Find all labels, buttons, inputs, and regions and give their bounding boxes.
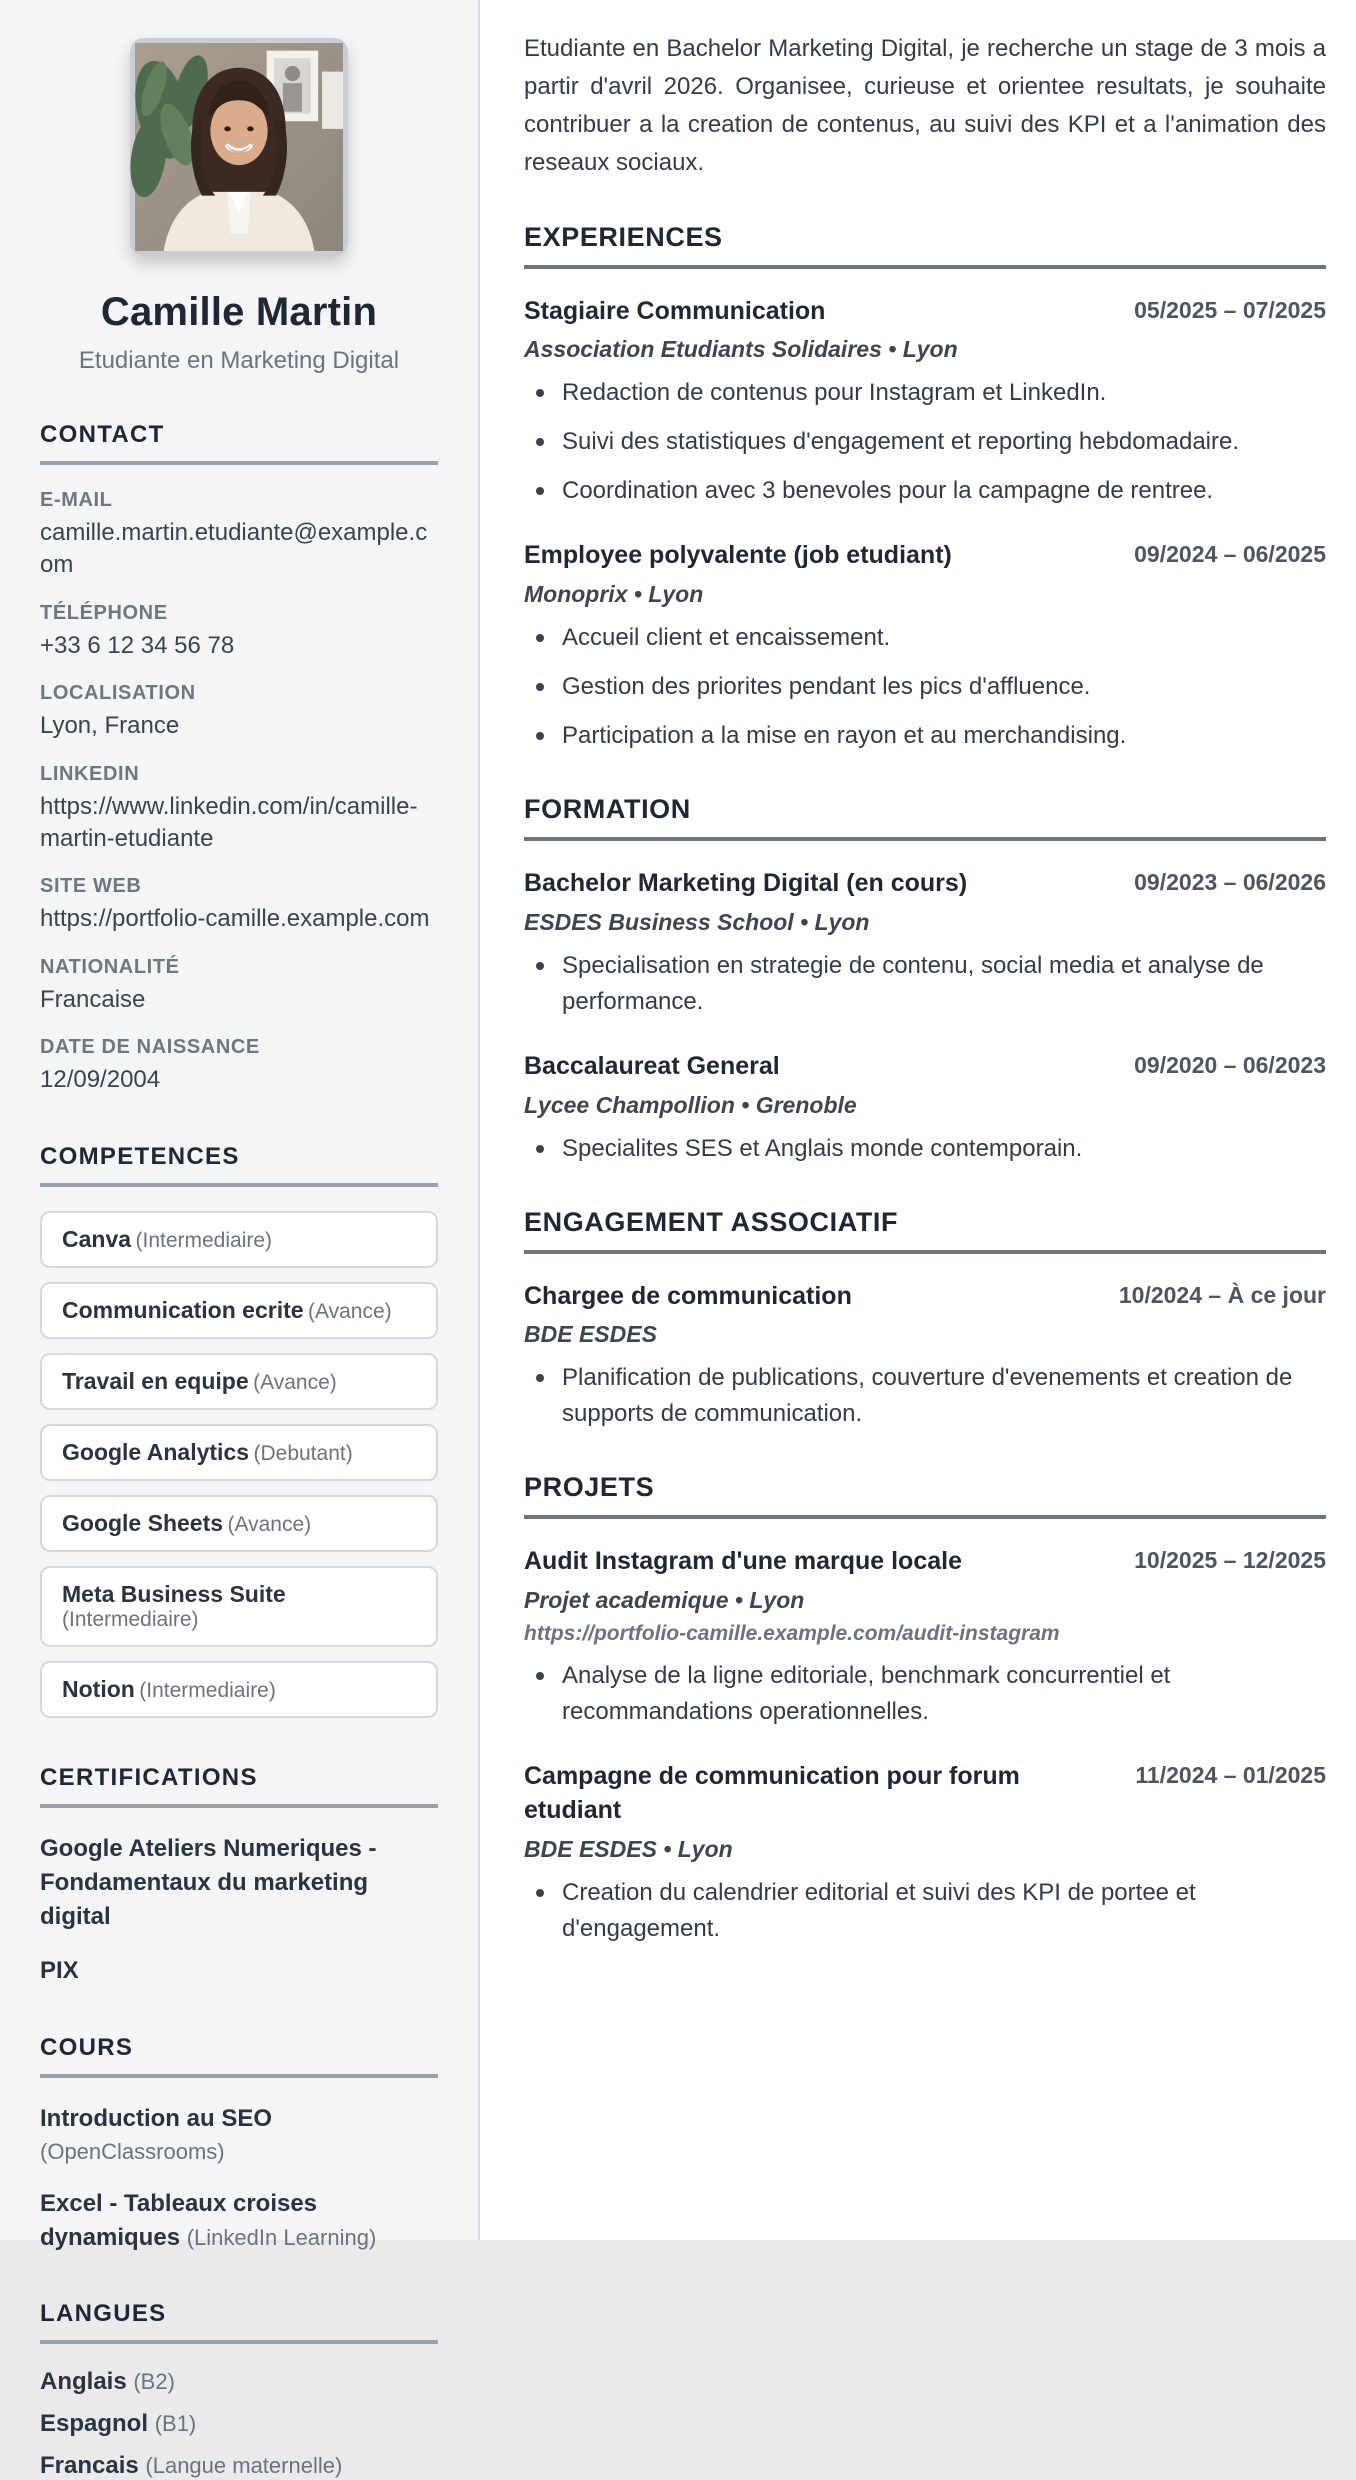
entry [524, 867, 1326, 1020]
entry-header [524, 295, 1326, 329]
entry-date: 09/2023 – 06/2026 [1134, 869, 1326, 896]
entry-date: 10/2025 – 12/2025 [1134, 1547, 1326, 1574]
entry [524, 1760, 1326, 1947]
entry-organization: Monoprix • Lyon [524, 581, 704, 608]
contact-item [40, 682, 438, 742]
skill-name: Canva [62, 1225, 132, 1252]
entry-header [524, 1050, 1326, 1084]
entry-header [524, 539, 1326, 573]
entry-bullet: Specialites SES et Anglais monde contemporain. [524, 1131, 1294, 1167]
section-divider [40, 2074, 438, 2078]
language-name: Anglais [40, 2368, 127, 2396]
entry-organization: Projet academique • Lyon [524, 1587, 805, 1614]
main-sections [524, 222, 1326, 1947]
skill-name: Google Analytics [62, 1438, 250, 1465]
competences-section [40, 1143, 438, 1718]
entry-bullet-list [524, 375, 1326, 509]
entry-bullet: Specialisation en strategie de contenu, social media et analyse de performance. [524, 948, 1294, 1020]
entry-title: Employee polyvalente (job etudiant) [524, 541, 952, 570]
section-heading: PROJETS [524, 1472, 655, 1503]
entry-title: Audit Instagram d'une marque locale [524, 1547, 962, 1576]
contact-label: TÉLÉPHONE [40, 601, 168, 624]
entry-bullet-list [524, 1658, 1326, 1730]
section-divider [524, 837, 1326, 841]
entry-title: Bachelor Marketing Digital (en cours) [524, 869, 968, 898]
contact-value: camille.martin.etudiante@example.com [40, 519, 428, 579]
section-heading: EXPERIENCES [524, 221, 723, 252]
skill-item [40, 1424, 438, 1481]
language-level: (B1) [154, 2411, 197, 2437]
entry-bullet: Coordination avec 3 benevoles pour la campagne de rentree. [524, 473, 1294, 509]
entry-organization: ESDES Business School • Lyon [524, 908, 870, 935]
language-item [40, 2410, 438, 2438]
certifications-heading: CERTIFICATIONS [40, 1763, 258, 1791]
skill-item [40, 1282, 438, 1339]
entry [524, 1050, 1326, 1167]
contact-value: 12/09/2004 [40, 1066, 161, 1094]
contact-label: DATE DE NAISSANCE [40, 1036, 260, 1059]
skill-name: Google Sheets [62, 1509, 224, 1536]
skill-level: (Debutant) [253, 1441, 353, 1465]
section-heading: FORMATION [524, 794, 691, 825]
entry-bullet: Creation du calendrier editorial et suivi des KPI de portee et d'engagement. [524, 1875, 1294, 1947]
entry-organization: Association Etudiants Solidaires • Lyon [524, 336, 958, 363]
entry [524, 539, 1326, 754]
section-divider [524, 1250, 1326, 1254]
entry-bullet: Planification de publications, couverture d'evenements et creation de supports de communication. [524, 1360, 1294, 1432]
person-name: Camille Martin [100, 290, 378, 334]
certification-item: PIX [40, 1956, 79, 1984]
skill-item [40, 1661, 438, 1718]
language-name: Francais [40, 2452, 139, 2480]
entry-header [524, 867, 1326, 901]
entry-bullet-list [524, 1131, 1326, 1167]
contact-label: NATIONALITÉ [40, 955, 180, 978]
entry-bullet: Accueil client et encaissement. [524, 620, 1294, 656]
entry [524, 1545, 1326, 1730]
certifications-section [40, 1764, 438, 1988]
skill-name: Meta Business Suite [62, 1580, 286, 1607]
entry-bullet: Redaction de contenus pour Instagram et LinkedIn. [524, 375, 1294, 411]
main-section [524, 1207, 1326, 1433]
contact-item [40, 489, 438, 582]
skill-item [40, 1566, 438, 1647]
entry-date: 11/2024 – 01/2025 [1135, 1762, 1326, 1789]
section-divider [40, 461, 438, 465]
entry-title: Campagne de communication pour forum etudiant [524, 1762, 1020, 1824]
entry [524, 1280, 1326, 1433]
main-column [480, 0, 1356, 2240]
entry-link: https://portfolio-camille.example.com/audit-instagram [524, 1622, 1060, 1646]
entry-bullet-list [524, 620, 1326, 754]
entry-date: 05/2025 – 07/2025 [1134, 296, 1326, 323]
entry-bullet: Gestion des priorites pendant les pics d'affluence. [524, 669, 1294, 705]
skill-level: (Intermediaire) [62, 1607, 199, 1631]
profile-photo-illustration [135, 43, 343, 251]
contact-list [40, 489, 438, 1097]
contact-value: Lyon, France [40, 712, 180, 740]
contact-value: https://portfolio-camille.example.com [40, 905, 430, 933]
course-item [40, 2187, 438, 2254]
contact-item [40, 1036, 438, 1096]
entry-organization: BDE ESDES • Lyon [524, 1835, 733, 1862]
langues-heading: LANGUES [40, 2300, 167, 2328]
course-provider: (LinkedIn Learning) [186, 2224, 377, 2250]
entry-title: Baccalaureat General [524, 1051, 780, 1080]
contact-value: https://www.linkedin.com/in/camille-martin-etudiante [40, 792, 418, 852]
contact-item [40, 602, 438, 662]
course-provider: (OpenClassrooms) [40, 2139, 225, 2165]
skill-name: Travail en equipe [62, 1367, 249, 1394]
entry-bullet: Analyse de la ligne editoriale, benchmark concurrentiel et recommandations operationnelles. [524, 1658, 1294, 1730]
contact-item [40, 956, 438, 1016]
skill-level: (Intermediaire) [139, 1678, 276, 1702]
langues-section [40, 2300, 438, 2480]
contact-value: +33 6 12 34 56 78 [40, 631, 235, 659]
certification-item: Google Ateliers Numeriques - Fondamentaux du marketing digital [40, 1834, 377, 1930]
section-divider [40, 2340, 438, 2344]
skill-name: Notion [62, 1675, 135, 1702]
profile-photo [130, 38, 348, 256]
entry-organization: BDE ESDES [524, 1321, 657, 1348]
section-divider [40, 1804, 438, 1808]
contact-label: E-MAIL [40, 489, 113, 511]
sidebar [0, 0, 480, 2480]
course-name: Introduction au SEO [40, 2104, 272, 2132]
entry-date: 09/2024 – 06/2025 [1134, 541, 1326, 568]
langues-list [40, 2368, 438, 2480]
contact-label: LOCALISATION [40, 682, 196, 705]
entry-organization: Lycee Champollion • Grenoble [524, 1091, 857, 1118]
section-divider [524, 1515, 1326, 1519]
contact-value: Francaise [40, 985, 146, 1013]
contact-item [40, 763, 438, 856]
main-section [524, 222, 1326, 755]
contact-item [40, 875, 438, 935]
entry-header [524, 1545, 1326, 1579]
language-item [40, 2452, 438, 2480]
entry-bullet-list [524, 1875, 1326, 1947]
main-section [524, 1472, 1326, 1946]
cours-list [40, 2102, 438, 2254]
entry-header [524, 1280, 1326, 1314]
course-name: Excel - Tableaux croises dynamiques [40, 2190, 318, 2251]
entry-date: 09/2020 – 06/2023 [1134, 1051, 1326, 1078]
entry-title: Stagiaire Communication [524, 296, 826, 325]
profile-summary: Etudiante en Bachelor Marketing Digital, je recherche un stage de 3 mois a partir d'avril 2026. Organisee, curieuse et orientee resultats, je souhaite contribuer a la creation de contenus, au suivi des KPI et a l'animation des reseaux sociaux. [524, 35, 1326, 176]
skill-level: (Avance) [253, 1370, 337, 1394]
section-heading: ENGAGEMENT ASSOCIATIF [524, 1206, 899, 1237]
cours-heading: COURS [40, 2033, 134, 2061]
entry-bullet: Suivi des statistiques d'engagement et reporting hebdomadaire. [524, 424, 1294, 460]
entry-header [524, 1760, 1326, 1828]
skill-item [40, 1353, 438, 1410]
certifications-list [40, 1832, 438, 1988]
skill-level: (Intermediaire) [135, 1228, 273, 1252]
competences-heading: COMPETENCES [40, 1142, 240, 1170]
section-divider [524, 265, 1326, 269]
section-divider [40, 1183, 438, 1187]
contact-label: SITE WEB [40, 875, 142, 898]
person-title: Etudiante en Marketing Digital [78, 347, 400, 374]
course-item [40, 2102, 438, 2169]
skill-name: Communication ecrite [62, 1296, 304, 1323]
skill-item [40, 1495, 438, 1552]
main-section [524, 794, 1326, 1167]
contact-label: LINKEDIN [40, 762, 140, 785]
entry-bullet-list [524, 1360, 1326, 1432]
entry [524, 295, 1326, 510]
skills-list [40, 1211, 438, 1718]
language-item [40, 2368, 438, 2396]
cours-section [40, 2034, 438, 2254]
contact-section [40, 421, 438, 1097]
contact-heading: CONTACT [40, 421, 165, 448]
skill-item [40, 1211, 438, 1268]
entry-bullet-list [524, 948, 1326, 1020]
entry-title: Chargee de communication [524, 1281, 852, 1310]
skill-level: (Avance) [308, 1299, 392, 1323]
language-name: Espagnol [40, 2410, 149, 2438]
language-level: (Langue maternelle) [145, 2453, 343, 2479]
language-level: (B2) [133, 2369, 175, 2395]
skill-level: (Avance) [227, 1512, 312, 1536]
entry-date: 10/2024 – À ce jour [1118, 1281, 1326, 1308]
entry-bullet: Participation a la mise en rayon et au merchandising. [524, 718, 1294, 754]
